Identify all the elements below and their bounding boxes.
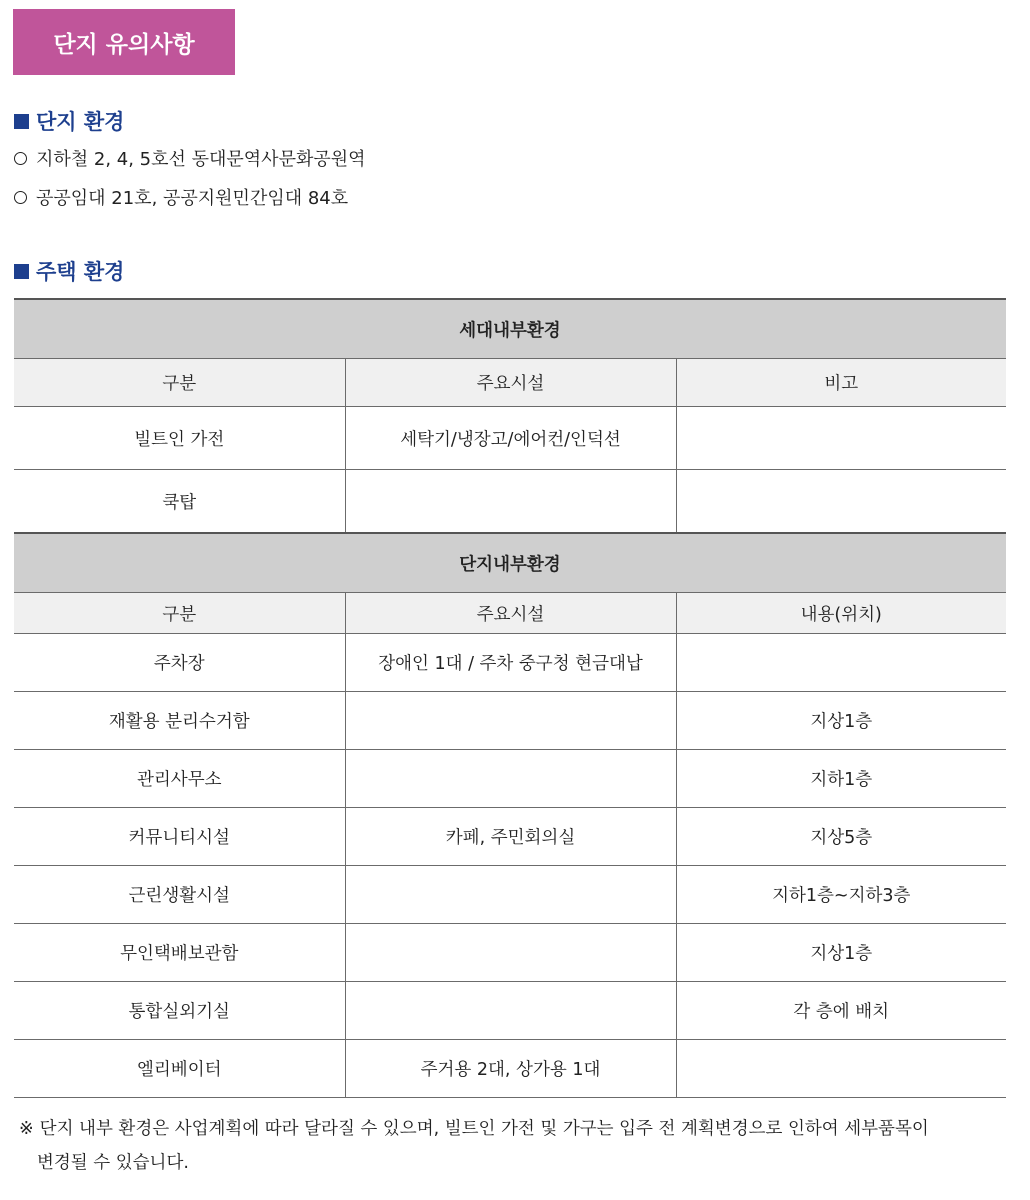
table-cell <box>345 692 676 750</box>
table-header-row <box>14 593 1006 634</box>
table-row <box>14 982 1006 1040</box>
table-row <box>14 924 1006 982</box>
table-row <box>14 1040 1006 1098</box>
table-cell <box>345 866 676 924</box>
complex-environment-heading: 단지 환경 <box>14 106 124 136</box>
list-item: 지하철 2, 4, 5호선 동대문역사문화공원역 <box>14 145 366 171</box>
circle-bullet-icon <box>14 191 27 204</box>
environment-table <box>14 298 1006 1098</box>
table-cell: 재활용 분리수거함 <box>14 692 345 750</box>
note-text-line2: 변경될 수 있습니다. <box>37 1153 189 1173</box>
square-bullet-icon <box>14 264 29 279</box>
column-header: 내용(위치) <box>676 593 1006 634</box>
table-cell: 커뮤니티시설 <box>14 808 345 866</box>
table-row <box>14 634 1006 692</box>
table-cell: 근린생활시설 <box>14 866 345 924</box>
housing-environment-heading: 주택 환경 <box>14 256 124 286</box>
table-row <box>14 692 1006 750</box>
table-row <box>14 808 1006 866</box>
table-cell <box>676 1040 1006 1098</box>
footnote <box>19 1112 1014 1180</box>
table-cell <box>676 470 1006 534</box>
column-header: 비고 <box>676 359 1006 407</box>
table-cell: 지상5층 <box>676 808 1006 866</box>
circle-bullet-icon <box>14 152 27 165</box>
table-cell: 각 층에 배치 <box>676 982 1006 1040</box>
table-cell: 지상1층 <box>676 692 1006 750</box>
household-group-title: 세대내부환경 <box>14 299 1006 359</box>
list-item: 공공임대 21호, 공공지원민간임대 84호 <box>14 184 348 210</box>
table-cell: 카페, 주민회의실 <box>345 808 676 866</box>
table-row <box>14 750 1006 808</box>
table-cell: 지하1층~지하3층 <box>676 866 1006 924</box>
table-cell: 주거용 2대, 상가용 1대 <box>345 1040 676 1098</box>
column-header: 구분 <box>14 593 345 634</box>
table-header-row <box>14 359 1006 407</box>
table-cell: 쿡탑 <box>14 470 345 534</box>
table-cell: 무인택배보관함 <box>14 924 345 982</box>
table-cell: 빌트인 가전 <box>14 407 345 470</box>
table-cell <box>676 634 1006 692</box>
section-tag: 단지 유의사항 <box>13 9 235 75</box>
table-cell <box>345 924 676 982</box>
household-group-row <box>14 299 1006 359</box>
table-cell <box>345 470 676 534</box>
table-cell: 지상1층 <box>676 924 1006 982</box>
column-header: 주요시설 <box>345 593 676 634</box>
square-bullet-icon <box>14 114 29 129</box>
table-row <box>14 470 1006 534</box>
table-row <box>14 407 1006 470</box>
table-row <box>14 866 1006 924</box>
table-cell: 지하1층 <box>676 750 1006 808</box>
table-cell <box>676 407 1006 470</box>
note-text-line1: 단지 내부 환경은 사업계획에 따라 달라질 수 있으며, 빌트인 가전 및 가구는 입주 전 계획변경으로 인하여 세부품목이 <box>39 1119 929 1139</box>
note-symbol: ※ <box>19 1119 34 1139</box>
table-cell: 통합실외기실 <box>14 982 345 1040</box>
table-cell <box>345 982 676 1040</box>
column-header: 주요시설 <box>345 359 676 407</box>
complex-group-title: 단지내부환경 <box>14 533 1006 593</box>
table-cell <box>345 750 676 808</box>
table-cell: 관리사무소 <box>14 750 345 808</box>
table-cell: 세탁기/냉장고/에어컨/인덕션 <box>345 407 676 470</box>
complex-group-row <box>14 533 1006 593</box>
table-cell: 장애인 1대 / 주차 중구청 현금대납 <box>345 634 676 692</box>
table-cell: 주차장 <box>14 634 345 692</box>
column-header: 구분 <box>14 359 345 407</box>
table-cell: 엘리베이터 <box>14 1040 345 1098</box>
